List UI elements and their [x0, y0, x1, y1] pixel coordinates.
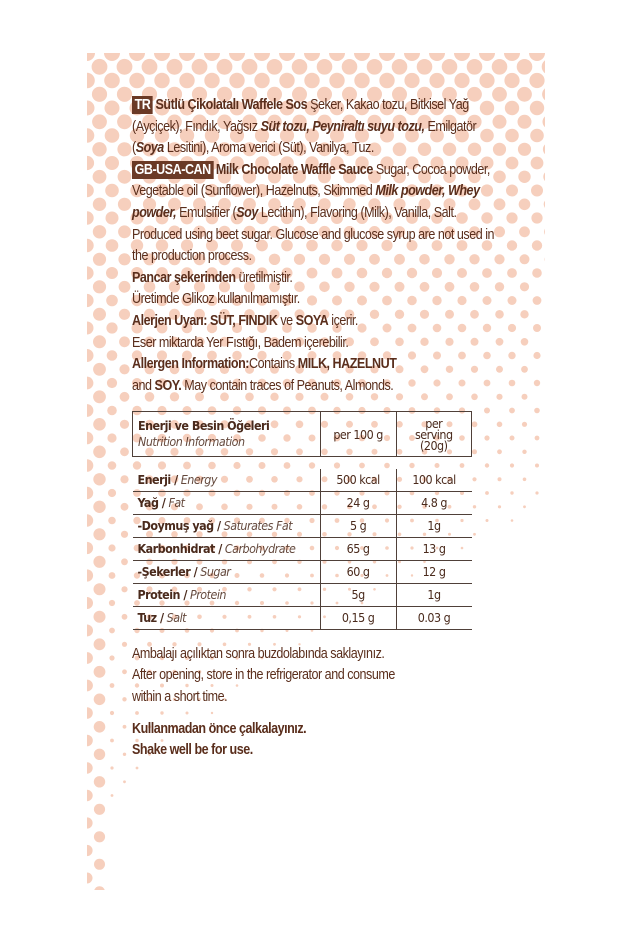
table-row: Protein / Protein 5g 1g	[133, 583, 472, 606]
table-row: -Şekerler / Sugar 60 g 12 g	[133, 560, 472, 583]
en-product-name: Milk Chocolate Waffle Sauce	[215, 161, 373, 178]
allergen-warning-tr: Alerjen Uyarı: SÜT, FINDIK ve SOYA içerir.	[132, 312, 358, 329]
sugar-note-tr: Pancar şekerinden üretilmiştir.	[132, 269, 293, 286]
en-ingredients: GB-USA-CAN Milk Chocolate Waffle Sauce Sugar, Cocoa powder, Vegetable oil (Sunflower), Hazelnuts, Skimmed Milk powder, Whey powder, Emulsifier (Soy Lecithin), Flavoring (Milk), Vanilla, Salt.	[132, 161, 490, 221]
product-label	[87, 53, 545, 890]
glucose-note-tr: Üretimde Glikoz kullanılmamıştır.	[132, 291, 300, 308]
nutrition-header-title: Enerji ve Besin Öğeleri Nutrition Information	[133, 412, 321, 457]
tr-ingredients: TR Sütlü Çikolatalı Waffele Sos Şeker, Kakao tozu, Bitkisel Yağ (Ayçiçek), Fındık, Yağsız Süt tozu, Peyniraltı suyu tozu, Emilgatör (Soya Lesitini), Aroma verici (Süt), Vanilya, Tuz.	[132, 97, 477, 157]
table-row: Karbonhidrat / Carbohydrate 65 g 13 g	[133, 537, 472, 560]
nutrition-table-header	[133, 412, 472, 457]
nutrition-table	[132, 411, 472, 630]
sugar-note-en: Produced using beet sugar. Glucose and glucose syrup are not used in the production process.	[132, 226, 495, 265]
storage-note-tr: Ambalajı açılıktan sonra buzdolabında saklayınız.	[132, 645, 385, 662]
column-per-serving: per serving (20g)	[396, 412, 471, 457]
table-row: Enerji / Energy 500 kcal 100 kcal	[133, 469, 472, 492]
tr-badge: TR	[132, 96, 153, 114]
allergen-traces-tr: Eser miktarda Yer Fıstığı, Badem içerebilir.	[132, 334, 349, 351]
en-badge: GB-USA-CAN	[132, 161, 213, 179]
table-row: Tuz / Salt 0,15 g 0.03 g	[133, 606, 472, 629]
label-content	[132, 95, 502, 762]
table-row: Yağ / Fat 24 g 4.8 g	[133, 491, 472, 514]
table-row: -Doymuş yağ / Saturates Fat 5 g 1g	[133, 514, 472, 537]
column-per-100g: per 100 g	[320, 412, 396, 457]
shake-note-en: Shake well be for use.	[132, 742, 253, 759]
storage-note-en: After opening, store in the refrigerator and consume within a short time.	[132, 667, 395, 705]
tr-product-name: Sütlü Çikolatalı Waffele Sos	[155, 97, 308, 113]
shake-note-tr: Kullanmadan önce çalkalayınız.	[132, 720, 307, 737]
allergen-information-en: Allergen Information:Contains MILK, HAZELNUT and SOY. May contain traces of Peanuts, Almonds.	[132, 356, 397, 394]
